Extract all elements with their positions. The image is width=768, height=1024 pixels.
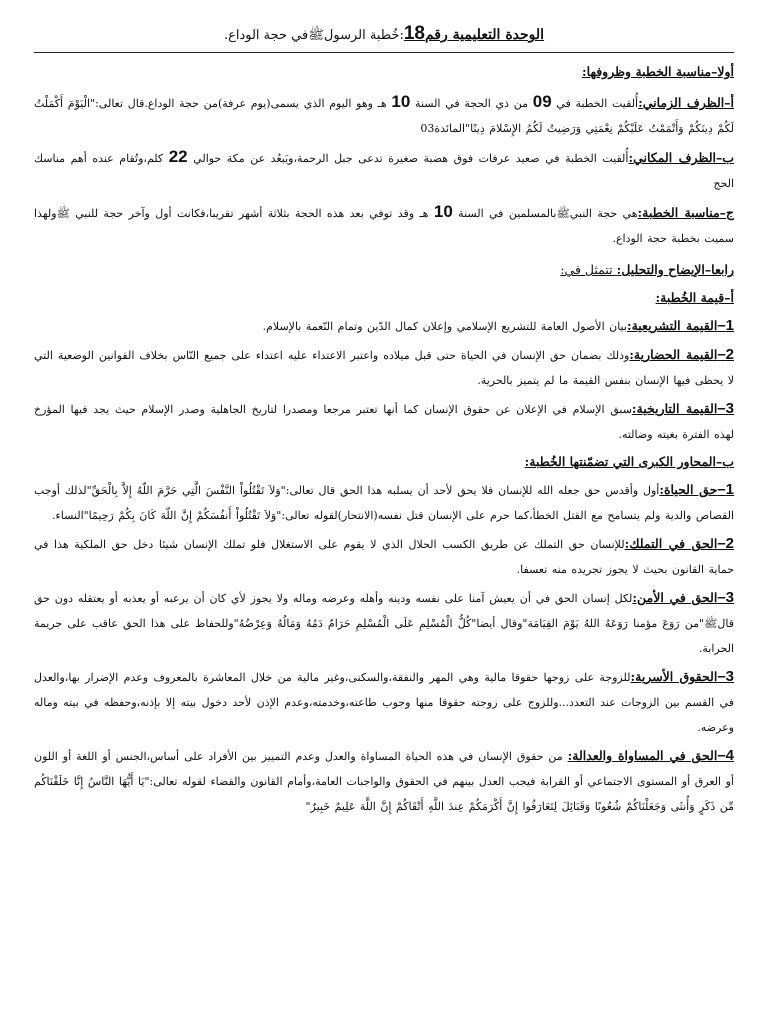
section-occasion-heading: أولا–مناسبة الخطبة وظروفها: xyxy=(582,64,734,79)
right-to-ownership-paragraph: 2–الحق في التملك:للإنسان حق التملك عن طريق الكسب الحلال الذي لا يقوم على الاستغلال فلو تملك الإنسان شيئا دخل حق الملكية هذا في حماية القانون بحيث لا يجوز تجريده منه تعسفا. xyxy=(34,535,734,576)
unit-number: 18 xyxy=(403,23,425,44)
distance-number: 22 xyxy=(168,147,188,166)
historical-value-label: القيمة التاريخية: xyxy=(631,401,718,416)
place-context-label: ب–الظرف المكاني: xyxy=(628,150,735,165)
civilizational-value-label: القيمة الحضارية: xyxy=(629,347,718,362)
historical-value-paragraph: 3–القيمة التاريخية:سبق الإسلام في الإعلان عن حقوق الإنسان كما أنها تعتبر مرجعا ومصدرا لتاريخ الجاهلية وصدر الإسلام حيث يجد فيها المؤرخ لهذه الفترة بغيته وضالته. xyxy=(34,400,734,441)
occasion-paragraph: ج–مناسبة الخطبة:هي حجة النبيﷺبالمسلمين في السنة 10 هـ وقد توفي بعد هذه الحجة بثلاثة أشهر تقريبا،فكانت أول وآخر حجة للنبي ﷺولهذا سميت بخطبة حجة الوداع. xyxy=(34,202,734,245)
family-rights-paragraph: 3–الحقوق الأسرية:للزوجة على زوجها حقوقا مالية وهي المهر والنفقة،والسكنى،وغير مالية من خلال المعاشرة بالمعروف وعدم الإضرار بها،والعدل في القسم بين الزوجات عند التعدد...وللزوج على زوجته حقوقا منها وجوب طاعته،وخدمته،وعدم الإذن لأحد دخول بيته إلا بإذنه،وحفظه في بيته وماله وعرضه. xyxy=(34,668,734,734)
unit-title xyxy=(34,20,734,50)
day-number: 09 xyxy=(532,92,552,111)
time-context-label: أ–الظرف الزماني: xyxy=(638,95,734,110)
occasion-label: ج–مناسبة الخطبة: xyxy=(637,205,734,220)
unit-subject: :خُطبة الرسولﷺفي حجة الوداع. xyxy=(223,28,404,43)
legislative-value-label: القيمة التشريعية: xyxy=(626,318,718,333)
document-page xyxy=(34,0,734,819)
right-to-life-paragraph: 1–حق الحياة:أول وأقدس حق جعله الله للإنسان فلا يحق لأحد أن يسلبه هذا الحق قال تعالى:"وَلاَ تَقْتُلُواْ النَّفْسَ الَّتِي حَرَّمَ اللّهُ إِلاَّ بِالْحَقِّ"لذلك أوجب القصاص والدية ولم يتسامح مع القتل الخطأ،كما حرم على الإنسان قتل نفسه(الانتحار)لقوله تعالى:"وَلاَ تَقْتُلُواْ أَنفُسَكُمْ إِنَّ اللّهَ كَانَ بِكُمْ رَحِيمًا"النساء. xyxy=(34,481,734,522)
equality-justice-label: الحق في المساواة والعدالة: xyxy=(567,748,718,763)
year-number: 10 xyxy=(391,92,411,111)
hajj-year-number: 10 xyxy=(433,202,453,221)
main-themes-heading: ب–المحاور الكبرى التي تضمّنتها الخُطبة: xyxy=(524,454,734,469)
section-analysis-heading: رابعا–الإيضاح والتحليل: تتمثل في: xyxy=(560,262,734,277)
right-to-ownership-label: الحق في التملك: xyxy=(624,536,718,551)
equality-justice-paragraph: 4–الحق في المساواة والعدالة: من حقوق الإنسان في هذه الحياة المساواة والعدل وعدم التمييز بين الأفراد على أساس،الجنس أو اللغة أو اللون أو العرق أو المستوى الاجتماعي أو القرابة فيجب العدل بينهم في الحقوق والواجبات العامة،وأمام القانون والقضاء لقوله تعالى:"يَا أَيُّهَا النَّاسُ إِنَّا خَلَقْنَاكُم مِّن ذَكَرٍ وَأُنثَى وَجَعَلْنَاكُمْ شُعُوبًا وَقَبَائِلَ لِتَعَارَفُوا إِنَّ أَكْرَمَكُمْ عِندَ اللَّهِ أَتْقَاكُمْ إِنَّ اللَّهَ عَلِيمٌ خَبِيرٌ" xyxy=(34,747,735,813)
time-context-paragraph: أ–الظرف الزماني:أُلقيت الخطبة في 09 من ذي الحجة في السنة 10 هـ وهو اليوم الذي يسمى(يوم عرفة)من حجة الوداع.قال تعالى:"الْيَوْمَ أَكْمَلْتُ لَكُمْ دِينَكُمْ وَأَتْمَمْتُ عَلَيْكُمْ نِعْمَتِي وَرَضِيتُ لَكُمُ الإِسْلامَ دِينًا"المائدة03 xyxy=(34,92,734,135)
family-rights-label: الحقوق الأسرية: xyxy=(630,669,718,684)
title-divider xyxy=(34,52,734,53)
unit-label: الوحدة التعليمية رقم xyxy=(424,27,545,43)
civilizational-value-paragraph: 2–القيمة الحضارية:وذلك بضمان حق الإنسان في الحياة حتى قبل ميلاده واعتبر الاعتداء عليه اعتداء على جميع النّاس بخلاف القوانين الوضعية التي لا يحظى فيها الإنسان بنفس القيمة ما لم يتميز بالحرية. xyxy=(34,346,734,387)
place-context-paragraph: ب–الظرف المكاني:أُلقيت الخطبة في صعيد عرفات فوق هضبة صغيرة تدعى جبل الرحمة،ويَبعُد عن مكة حوالي 22 كلم،وتُقام عنده أهم مناسك الحج xyxy=(34,147,735,190)
speech-value-heading: أ–قيمة الخُطبة: xyxy=(655,290,734,305)
legislative-value-paragraph: 1–القيمة التشريعية:بيان الأصول العامة للتشريع الإسلامي وإعلان كمال الدّين وتمام النّعمة بالإسلام. xyxy=(262,317,734,334)
right-to-life-label: حق الحياة: xyxy=(659,482,718,497)
right-to-security-label: الحق في الأمن: xyxy=(632,590,718,605)
right-to-security-paragraph: 3–الحق في الأمن:لكل إنسان الحق في أن يعيش آمنا على نفسه ودينه وأهله وعرضه وماله ولا يجوز لأي كان أن يرعبه أو يعذبه أو يعتقله دون حق قالﷺ"من رَوَعَ مؤمنا رَوَعَهُ اللهُ يَوْمَ القِيَامَة"وقال أيضا"كُلُّ الْمُسْلِمِ عَلَى الْمُسْلِمِ حَرَامٌ دَمُهُ وَمَالُهُ وَعِرْضُهُ"وللحفاظ على هذا الحق عاقب على جريمة الحرابة. xyxy=(34,589,734,655)
